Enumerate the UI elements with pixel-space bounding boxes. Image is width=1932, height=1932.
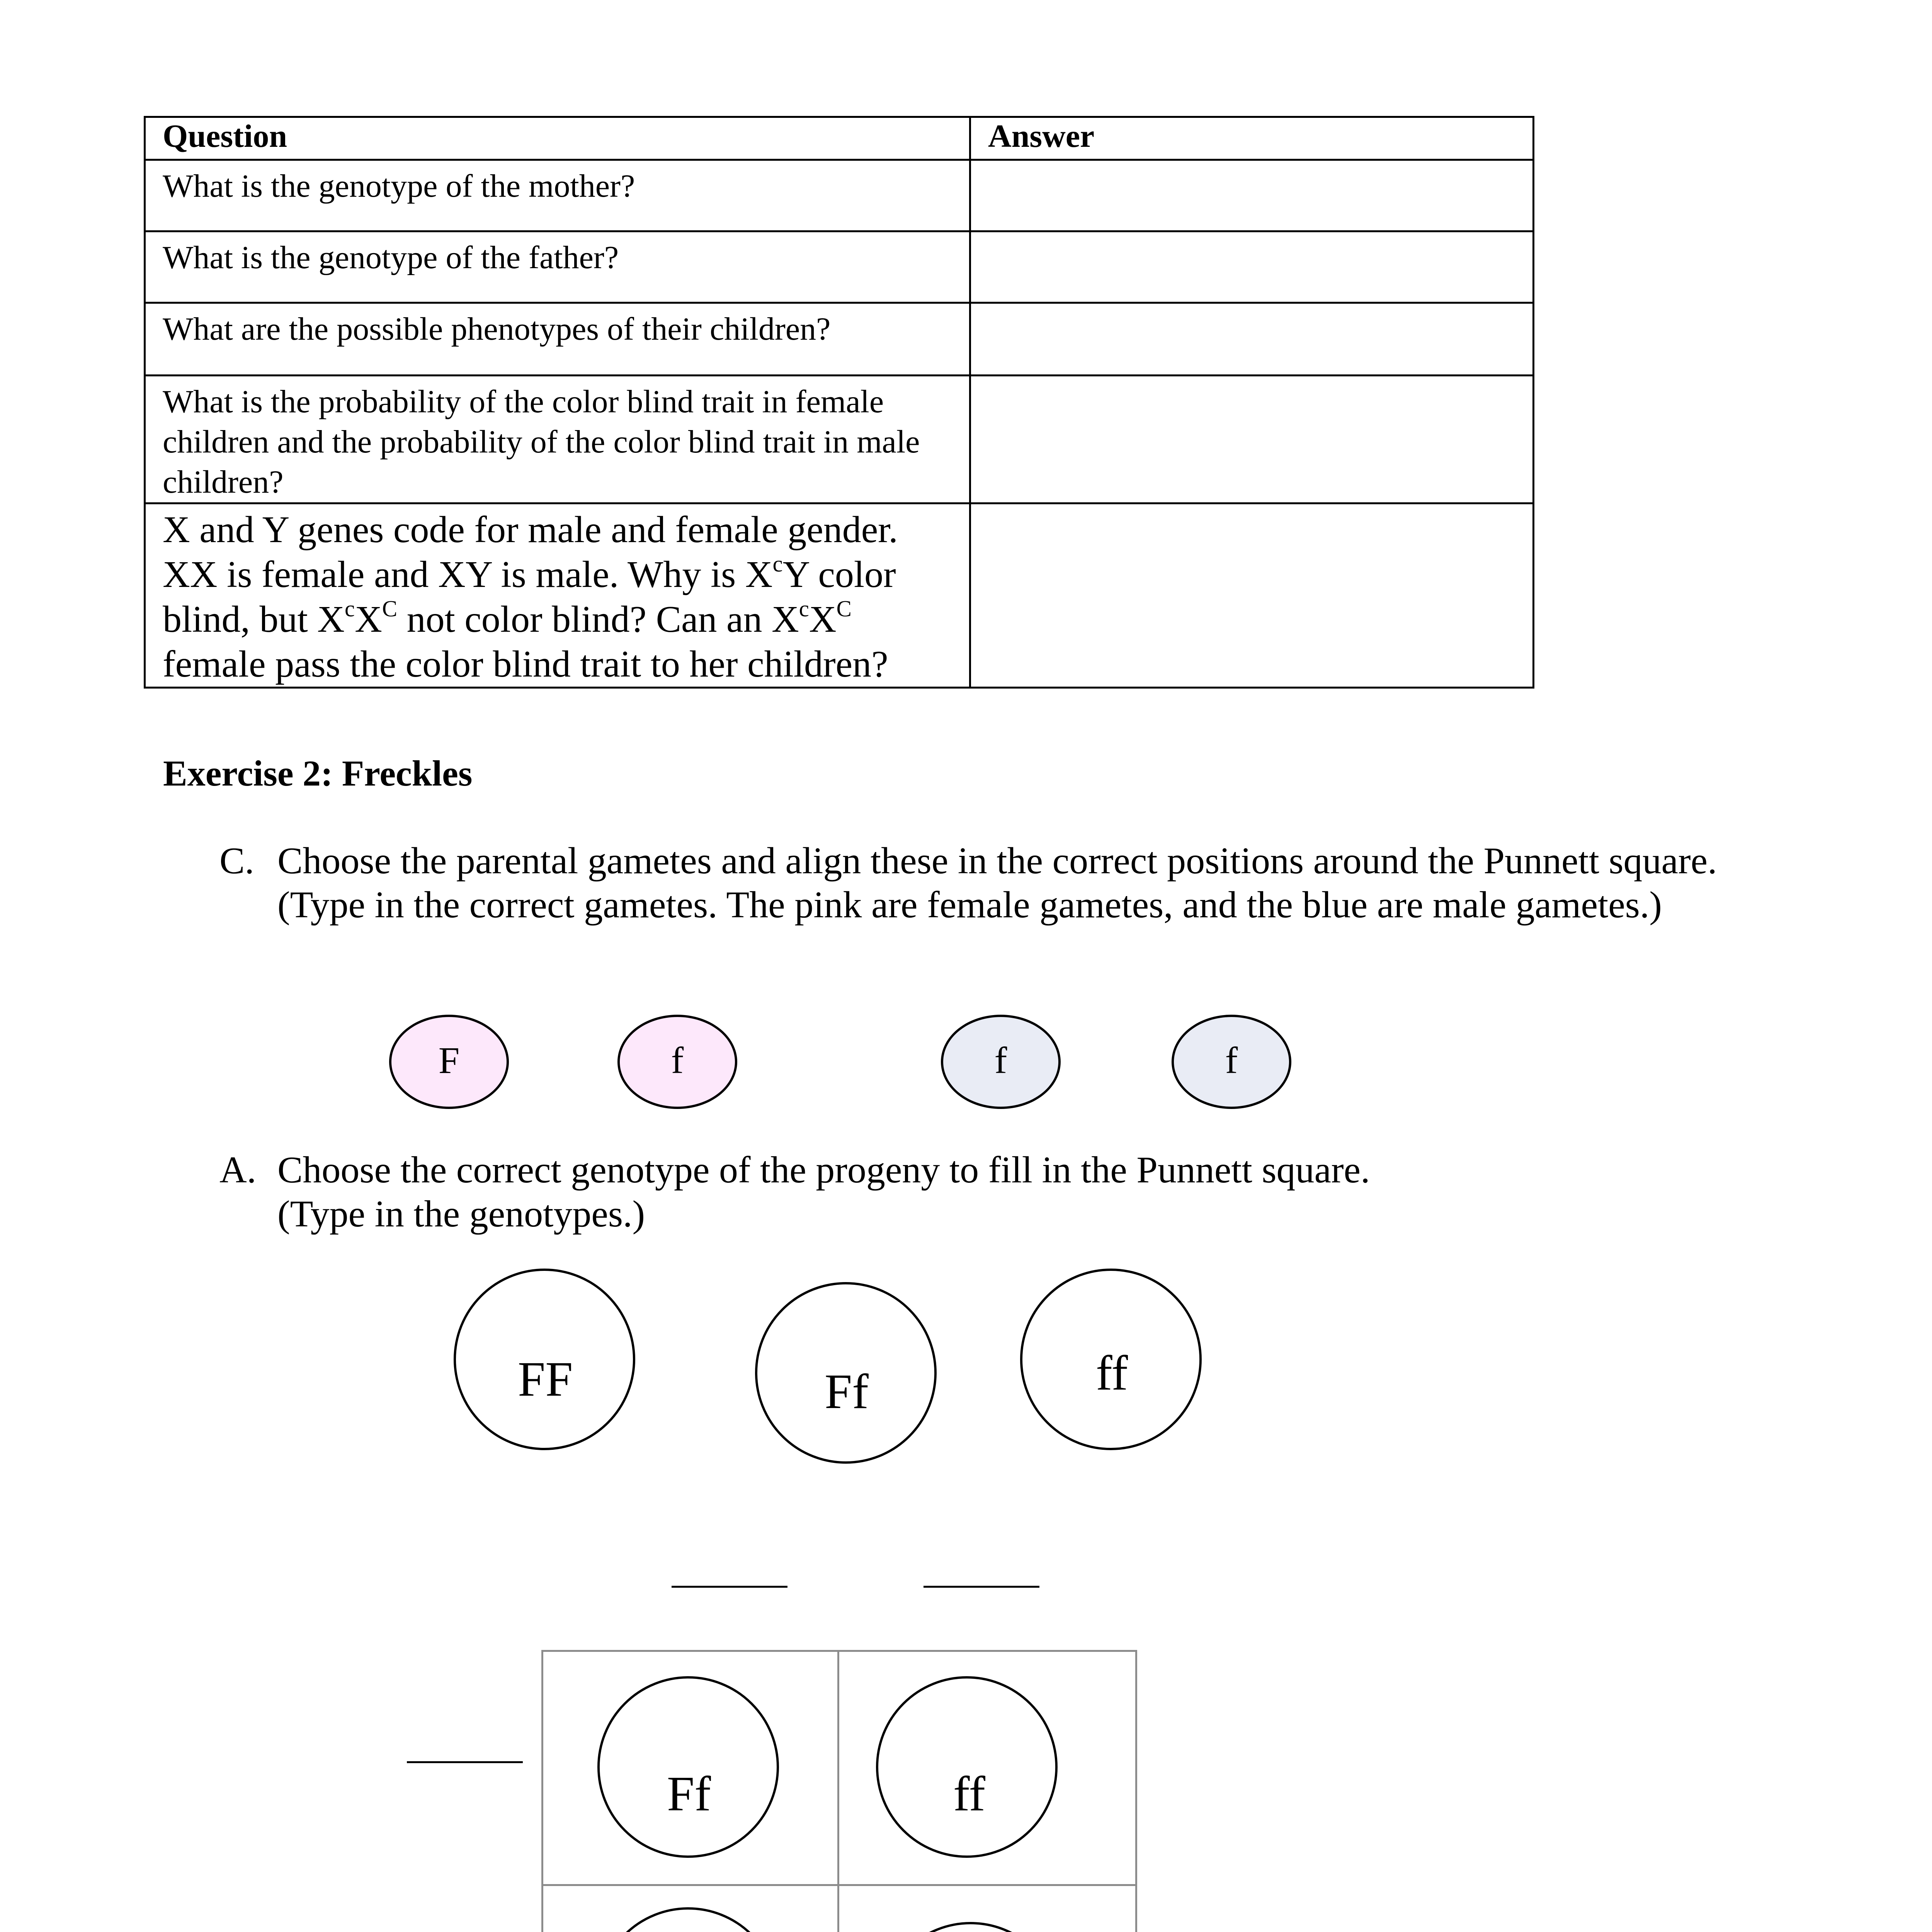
step-a-line-1: Choose the correct genotype of the progeny to fill in the Punnett square.: [277, 1149, 1370, 1191]
exercise-title: Exercise 2: Freckles: [163, 753, 473, 794]
male-gamete-oval[interactable]: [941, 1015, 1061, 1109]
top-gamete-blank[interactable]: [923, 1586, 1039, 1588]
punnett-square: [541, 1650, 1137, 1932]
step-a-instructions: [219, 1148, 1765, 1240]
step-c-instructions: [219, 838, 1765, 931]
step-c-line-2: (Type in the correct gametes. The pink are female gametes, and the blue are male gametes.): [277, 884, 1662, 926]
genotype-option-circle[interactable]: [755, 1282, 937, 1464]
question-mother-genotype: What is the genotype of the mother?: [145, 160, 970, 231]
answer-mother-genotype[interactable]: [970, 160, 1534, 231]
question-father-genotype: What is the genotype of the father?: [145, 231, 970, 303]
question-phenotypes: What are the possible phenotypes of their children?: [145, 303, 970, 376]
question-table: [144, 116, 1534, 689]
male-gamete-oval[interactable]: [1172, 1015, 1291, 1109]
punnett-genotype-circle[interactable]: [876, 1676, 1058, 1858]
answer-phenotypes[interactable]: [970, 303, 1534, 376]
punnett-genotype-circle[interactable]: [597, 1676, 779, 1858]
step-c-marker: C.: [219, 840, 254, 882]
female-gamete-label: F: [438, 1040, 460, 1082]
question-column-header: Question: [145, 117, 970, 160]
step-c-line-1: Choose the parental gametes and align these in the correct positions around the Punnett square.: [277, 840, 1717, 882]
genotype-option-circle[interactable]: [454, 1269, 635, 1450]
male-gamete-label: f: [994, 1040, 1007, 1082]
side-gamete-blank[interactable]: [407, 1761, 523, 1763]
female-gamete-oval[interactable]: [617, 1015, 737, 1109]
genotype-option-circle[interactable]: [1020, 1269, 1202, 1450]
female-gamete-oval[interactable]: [389, 1015, 509, 1109]
punnett-genotype-label: ff: [953, 1766, 985, 1821]
step-a-marker: A.: [219, 1149, 257, 1191]
answer-father-genotype[interactable]: [970, 231, 1534, 303]
male-gamete-label: f: [1225, 1040, 1238, 1082]
answer-color-blind[interactable]: [970, 503, 1534, 688]
top-gamete-blank[interactable]: [672, 1586, 787, 1588]
question-color-blind: X and Y genes code for male and female gender. XX is female and XY is male. Why is $X^cY$ color blind, but $X^cX^C$ not color blind? Can an $X^cX^C$ female pass the color blind trait to her children?: [145, 503, 970, 688]
punnett-genotype-label: Ff: [667, 1766, 711, 1821]
question-probability: What is the probability of the color blind trait in female children and the probability of the color blind trait in male children?: [145, 376, 970, 503]
answer-column-header: Answer: [970, 117, 1534, 160]
answer-probability[interactable]: [970, 376, 1534, 503]
genotype-option-label: Ff: [825, 1364, 869, 1419]
female-gamete-label: f: [671, 1040, 684, 1082]
genotype-option-label: FF: [518, 1352, 573, 1406]
step-a-line-2: (Type in the genotypes.): [277, 1193, 645, 1235]
genotype-option-label: ff: [1096, 1345, 1128, 1400]
